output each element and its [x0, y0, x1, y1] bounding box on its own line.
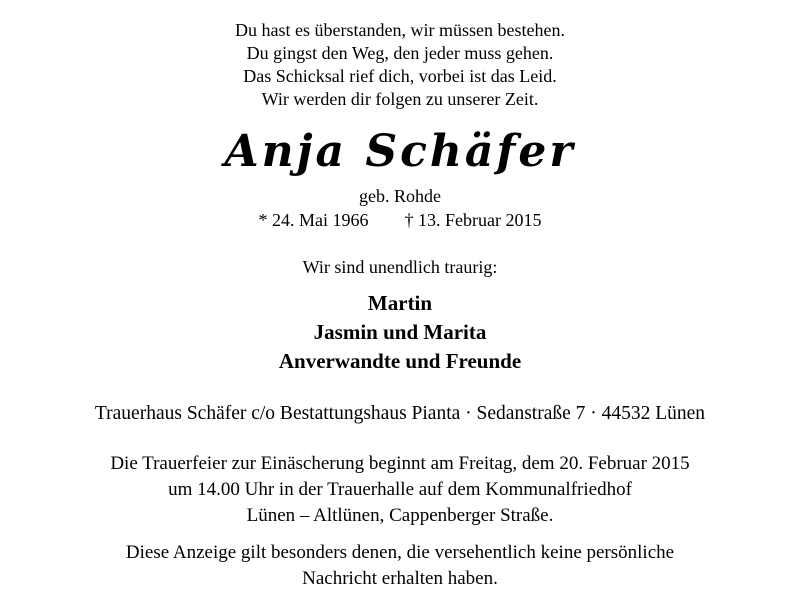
ceremony-line-1: Die Trauerfeier zur Einäscherung beginnt am Freitag, dem 20. Februar 2015: [110, 453, 690, 474]
poem-line-3: Das Schicksal rief dich, vorbei ist das Leid.: [243, 66, 557, 86]
mourner-1: Martin: [367, 291, 433, 315]
note-line-1: Diese Anzeige gilt besonders denen, die versehentlich keine persönliche: [125, 542, 675, 563]
mourning-house-address: Trauerhaus Schäfer c/o Bestattungshaus Pianta · Sedanstraße 7 · 44532 Lünen: [94, 403, 706, 424]
mourner-2: Jasmin und Marita: [313, 320, 487, 344]
ceremony-line-3: Lünen – Altlünen, Cappenberger Straße.: [246, 505, 554, 526]
birth-name: geb. Rohde: [359, 186, 441, 206]
death-date: † 13. Februar 2015: [404, 210, 542, 230]
ceremony-line-2: um 14.00 Uhr in der Trauerhalle auf dem Kommunalfriedhof: [168, 479, 632, 500]
mourners-intro: Wir sind unendlich traurig:: [302, 257, 498, 277]
life-dates: [0, 209, 800, 231]
birth-date: * 24. Mai 1966: [258, 210, 369, 230]
poem-line-1: Du hast es überstanden, wir müssen bestehen.: [235, 20, 565, 40]
deceased-name: Anja Schäfer: [224, 126, 576, 177]
poem-line-4: Wir werden dir folgen zu unserer Zeit.: [261, 89, 539, 109]
mourner-3: Anverwandte und Freunde: [278, 349, 522, 373]
poem-line-2: Du gingst den Weg, den jeder muss gehen.: [246, 43, 554, 63]
note-line-2: Nachricht erhalten haben.: [302, 568, 498, 589]
